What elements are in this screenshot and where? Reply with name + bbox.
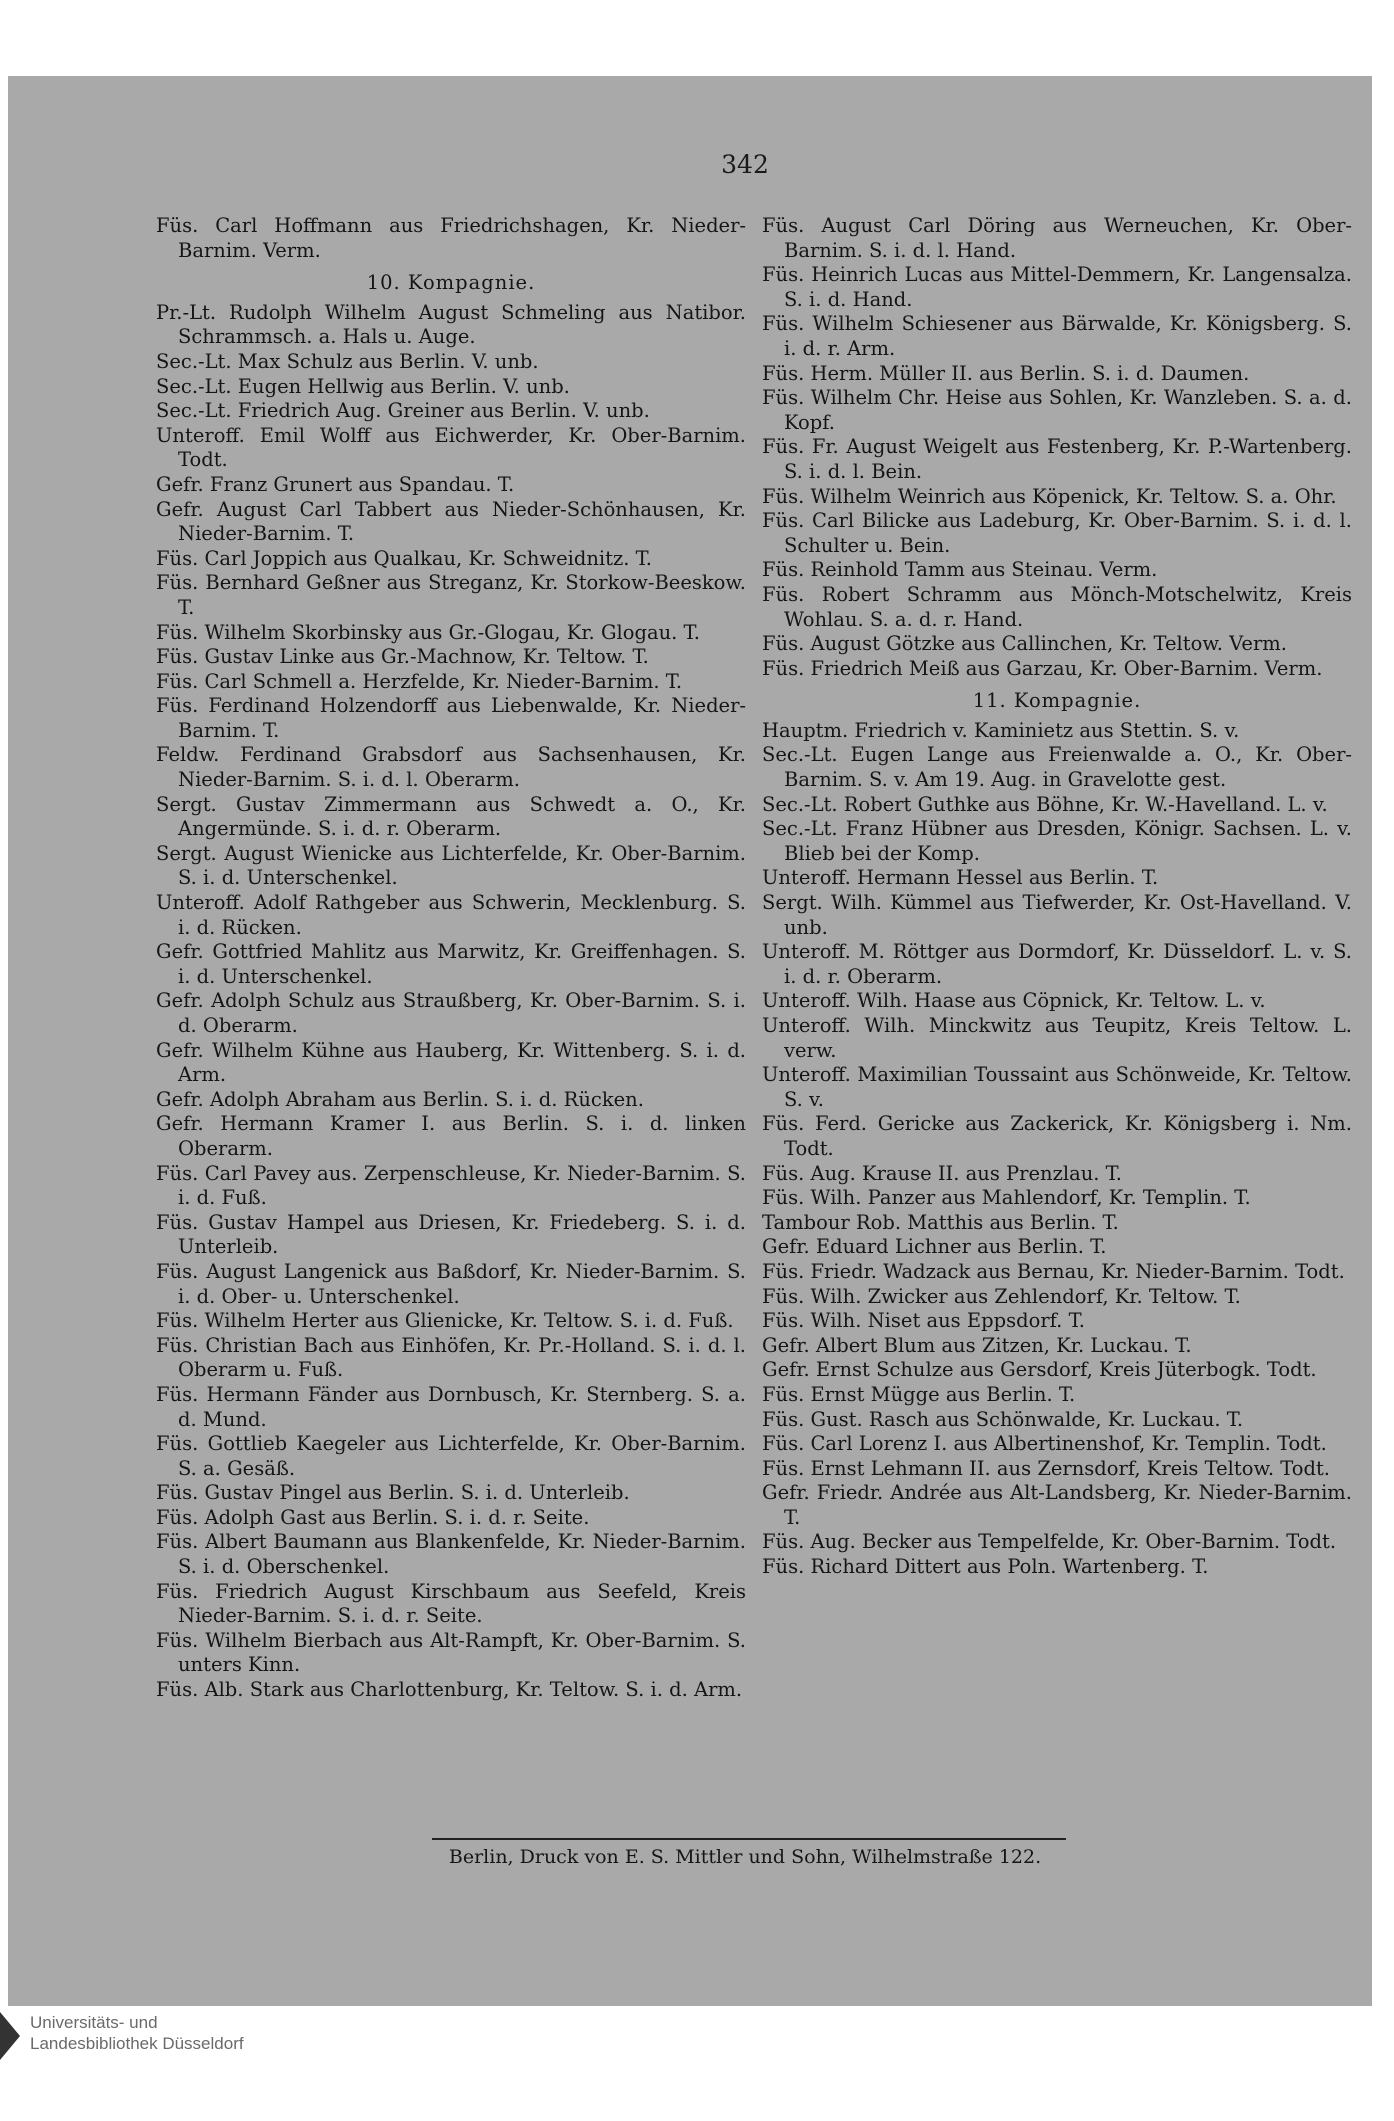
list-entry: Gefr. Albert Blum aus Zitzen, Kr. Luckau. T. bbox=[762, 1333, 1192, 1357]
list-entry: Füs. Richard Dittert aus Poln. Wartenberg. T. bbox=[762, 1555, 1209, 1579]
list-entry: Füs. Friedr. Wadzack aus Bernau, Kr. Nieder-Barnim. Todt. bbox=[762, 1259, 1345, 1283]
list-entry: Gefr. Eduard Lichner aus Berlin. T. bbox=[762, 1235, 1107, 1259]
list-entry: Feldw. Ferdinand Grabsdorf aus Sachsenhausen, Kr. Nieder-Barnim. S. i. d. l. Oberarm. bbox=[156, 743, 746, 792]
list-entry: Unteroff. Wilh. Minckwitz aus Teupitz, Kreis Teltow. L. verw. bbox=[762, 1014, 1352, 1062]
list-entry: Sec.-Lt. Friedrich Aug. Greiner aus Berlin. V. unb. bbox=[156, 399, 650, 423]
right-column bbox=[762, 214, 1352, 1580]
list-entry: Füs. Gustav Linke aus Gr.-Machnow, Kr. Teltow. T. bbox=[156, 645, 649, 669]
list-entry: Füs. Carl Joppich aus Qualkau, Kr. Schweidnitz. T. bbox=[156, 546, 653, 570]
list-entry: Gefr. Hermann Kramer I. aus Berlin. S. i. d. linken Oberarm. bbox=[156, 1112, 746, 1160]
list-entry: Gefr. Wilhelm Kühne aus Hauberg, Kr. Wittenberg. S. i. d. Arm. bbox=[156, 1038, 746, 1087]
list-entry: Füs. Wilhelm Weinrich aus Köpenick, Kr. Teltow. S. a. Ohr. bbox=[762, 484, 1337, 508]
list-entry: Sergt. August Wienicke aus Lichterfelde, Kr. Ober-Barnim. S. i. d. Unterschenkel. bbox=[156, 841, 746, 890]
list-entry: Füs. Gust. Rasch aus Schönwalde, Kr. Luckau. T. bbox=[762, 1407, 1244, 1431]
list-entry: Füs. Wilhelm Herter aus Glienicke, Kr. Teltow. S. i. d. Fuß. bbox=[156, 1309, 734, 1333]
list-entry: Füs. Wilh. Zwicker aus Zehlendorf, Kr. Teltow. T. bbox=[762, 1284, 1241, 1308]
left-entries bbox=[156, 301, 746, 1703]
list-entry: Füs. Adolph Gast aus Berlin. S. i. d. r. Seite. bbox=[156, 1505, 590, 1529]
list-entry: Sec.-Lt. Franz Hübner aus Dresden, Königr. Sachsen. L. v. Blieb bei der Komp. bbox=[762, 817, 1352, 865]
right-entries bbox=[762, 719, 1352, 1580]
list-entry: Füs. Ferdinand Holzendorff aus Liebenwalde, Kr. Nieder-Barnim. T. bbox=[156, 694, 746, 742]
page-number: 342 bbox=[721, 150, 769, 179]
list-entry: Füs. Carl Hoffmann aus Friedrichshagen, Kr. Nieder-Barnim. Verm. bbox=[156, 214, 746, 262]
list-entry: Gefr. Franz Grunert aus Spandau. T. bbox=[156, 472, 515, 496]
list-entry: Füs. Robert Schramm aus Mönch-Motschelwitz, Kreis Wohlau. S. a. d. r. Hand. bbox=[762, 582, 1352, 631]
library-name-line2: Landesbibliothek Düsseldorf bbox=[30, 2034, 244, 2053]
left-entries-before bbox=[156, 214, 746, 263]
list-entry: Füs. Ernst Lehmann II. aus Zernsdorf, Kreis Teltow. Todt. bbox=[762, 1456, 1331, 1480]
list-entry: Füs. Wilhelm Schiesener aus Bärwalde, Kr. Königsberg. S. i. d. r. Arm. bbox=[762, 312, 1352, 360]
section-heading-10: 10. Kompagnie. bbox=[366, 271, 536, 295]
list-entry: Füs. Wilh. Panzer aus Mahlendorf, Kr. Templin. T. bbox=[762, 1186, 1251, 1210]
list-entry: Füs. Wilh. Niset aus Eppsdorf. T. bbox=[762, 1309, 1085, 1333]
list-entry: Gefr. Friedr. Andrée aus Alt-Landsberg, Kr. Nieder-Barnim. T. bbox=[762, 1481, 1352, 1529]
list-entry: Sec.-Lt. Eugen Hellwig aus Berlin. V. unb. bbox=[156, 374, 570, 398]
list-entry: Füs. Wilhelm Bierbach aus Alt-Rampft, Kr. Ober-Barnim. S. unters Kinn. bbox=[156, 1628, 746, 1677]
list-entry: Füs. Ferd. Gericke aus Zackerick, Kr. Königsberg i. Nm. Todt. bbox=[762, 1112, 1352, 1160]
list-entry: Unteroff. Maximilian Toussaint aus Schönweide, Kr. Teltow. S. v. bbox=[762, 1063, 1352, 1111]
list-entry: Füs. Wilhelm Skorbinsky aus Gr.-Glogau, Kr. Glogau. T. bbox=[156, 620, 700, 644]
list-entry: Füs. Carl Schmell a. Herzfelde, Kr. Nieder-Barnim. T. bbox=[156, 669, 683, 693]
list-entry: Füs. Aug. Becker aus Tempelfelde, Kr. Ober-Barnim. Todt. bbox=[762, 1530, 1337, 1554]
list-entry: Füs. Aug. Krause II. aus Prenzlau. T. bbox=[762, 1161, 1122, 1185]
list-entry: Füs. August Langenick aus Baßdorf, Kr. Nieder-Barnim. S. i. d. Ober- u. Unterschenkel. bbox=[156, 1259, 746, 1308]
list-entry: Füs. Ernst Mügge aus Berlin. T. bbox=[762, 1382, 1076, 1406]
list-entry: Füs. Heinrich Lucas aus Mittel-Demmern, Kr. Langensalza. S. i. d. Hand. bbox=[762, 263, 1352, 311]
list-entry: Füs. Carl Bilicke aus Ladeburg, Kr. Ober-Barnim. S. i. d. l. Schulter u. Bein. bbox=[762, 509, 1352, 557]
list-entry: Pr.-Lt. Rudolph Wilhelm August Schmeling aus Natibor. Schrammsch. a. Hals u. Auge. bbox=[156, 300, 746, 349]
list-entry: Füs. Carl Pavey aus. Zerpenschleuse, Kr. Nieder-Barnim. S. i. d. Fuß. bbox=[156, 1161, 746, 1210]
list-entry: Füs. Herm. Müller II. aus Berlin. S. i. d. Daumen. bbox=[762, 361, 1250, 385]
list-entry: Füs. Gustav Hampel aus Driesen, Kr. Friedeberg. S. i. d. Unterleib. bbox=[156, 1210, 746, 1259]
list-entry: Sec.-Lt. Max Schulz aus Berlin. V. unb. bbox=[156, 349, 539, 373]
list-entry: Unteroff. Adolf Rathgeber aus Schwerin, Mecklenburg. S. i. d. Rücken. bbox=[156, 891, 746, 939]
list-entry: Füs. Hermann Fänder aus Dornbusch, Kr. Sternberg. S. a. d. Mund. bbox=[156, 1382, 746, 1431]
right-entries-before bbox=[762, 214, 1352, 681]
section-heading-11: 11. Kompagnie. bbox=[972, 689, 1142, 713]
list-entry: Gefr. Adolph Abraham aus Berlin. S. i. d. Rücken. bbox=[156, 1087, 644, 1111]
list-entry: Füs. Friedrich Meiß aus Garzau, Kr. Ober-Barnim. Verm. bbox=[762, 656, 1323, 680]
list-entry: Füs. Fr. August Weigelt aus Festenberg, Kr. P.-Wartenberg. S. i. d. l. Bein. bbox=[762, 435, 1352, 483]
list-entry: Gefr. Adolph Schulz aus Straußberg, Kr. Ober-Barnim. S. i. d. Oberarm. bbox=[156, 989, 746, 1037]
list-entry: Sec.-Lt. Eugen Lange aus Freienwalde a. O., Kr. Ober-Barnim. S. v. Am 19. Aug. in Gravelotte gest. bbox=[762, 743, 1352, 792]
list-entry: Füs. Wilhelm Chr. Heise aus Sohlen, Kr. Wanzleben. S. a. d. Kopf. bbox=[762, 386, 1352, 434]
list-entry: Tambour Rob. Matthis aus Berlin. T. bbox=[762, 1210, 1119, 1234]
list-entry: Füs. Alb. Stark aus Charlottenburg, Kr. Teltow. S. i. d. Arm. bbox=[156, 1678, 743, 1702]
left-column bbox=[156, 214, 746, 1703]
list-entry: Füs. Bernhard Geßner aus Streganz, Kr. Storkow-Beeskow. T. bbox=[156, 571, 746, 619]
list-entry: Füs. Christian Bach aus Einhöfen, Kr. Pr.-Holland. S. i. d. l. Oberarm u. Fuß. bbox=[156, 1333, 746, 1382]
library-name bbox=[30, 2012, 244, 2054]
list-entry: Sec.-Lt. Robert Guthke aus Böhne, Kr. W.-Havelland. L. v. bbox=[762, 792, 1328, 816]
list-entry: Unteroff. Emil Wolff aus Eichwerder, Kr. Ober-Barnim. Todt. bbox=[156, 423, 746, 472]
printer-footer: Berlin, Druck von E. S. Mittler und Sohn, Wilhelmstraße 122. bbox=[448, 1846, 1042, 1868]
library-name-line1: Universitäts- und bbox=[30, 2013, 158, 2032]
footer-rule bbox=[432, 1838, 1066, 1840]
list-entry: Füs. Gustav Pingel aus Berlin. S. i. d. Unterleib. bbox=[156, 1481, 630, 1505]
list-entry: Gefr. Gottfried Mahlitz aus Marwitz, Kr. Greiffenhagen. S. i. d. Unterschenkel. bbox=[156, 940, 746, 988]
list-entry: Gefr. August Carl Tabbert aus Nieder-Schönhausen, Kr. Nieder-Barnim. T. bbox=[156, 497, 746, 546]
list-entry: Füs. Carl Lorenz I. aus Albertinenshof, Kr. Templin. Todt. bbox=[762, 1432, 1327, 1456]
list-entry: Füs. August Carl Döring aus Werneuchen, Kr. Ober-Barnim. S. i. d. l. Hand. bbox=[762, 214, 1352, 262]
list-entry: Füs. August Götzke aus Callinchen, Kr. Teltow. Verm. bbox=[762, 632, 1287, 656]
list-entry: Füs. Gottlieb Kaegeler aus Lichterfelde, Kr. Ober-Barnim. S. a. Gesäß. bbox=[156, 1432, 746, 1480]
list-entry: Hauptm. Friedrich v. Kaminietz aus Stettin. S. v. bbox=[762, 718, 1240, 742]
list-entry: Füs. Albert Baumann aus Blankenfelde, Kr. Nieder-Barnim. S. i. d. Oberschenkel. bbox=[156, 1530, 746, 1579]
list-entry: Füs. Reinhold Tamm aus Steinau. Verm. bbox=[762, 558, 1158, 582]
list-entry: Unteroff. M. Röttger aus Dormdorf, Kr. Düsseldorf. L. v. S. i. d. r. Oberarm. bbox=[762, 940, 1352, 988]
list-entry: Unteroff. Wilh. Haase aus Cöpnick, Kr. Teltow. L. v. bbox=[762, 989, 1266, 1013]
list-entry: Unteroff. Hermann Hessel aus Berlin. T. bbox=[762, 866, 1159, 890]
list-entry: Sergt. Gustav Zimmermann aus Schwedt a. O., Kr. Angermünde. S. i. d. r. Oberarm. bbox=[156, 792, 746, 841]
list-entry: Füs. Friedrich August Kirschbaum aus Seefeld, Kreis Nieder-Barnim. S. i. d. r. Seite. bbox=[156, 1579, 746, 1628]
list-entry: Sergt. Wilh. Kümmel aus Tiefwerder, Kr. Ost-Havelland. V. unb. bbox=[762, 891, 1352, 939]
list-entry: Gefr. Ernst Schulze aus Gersdorf, Kreis Jüterbogk. Todt. bbox=[762, 1358, 1317, 1382]
